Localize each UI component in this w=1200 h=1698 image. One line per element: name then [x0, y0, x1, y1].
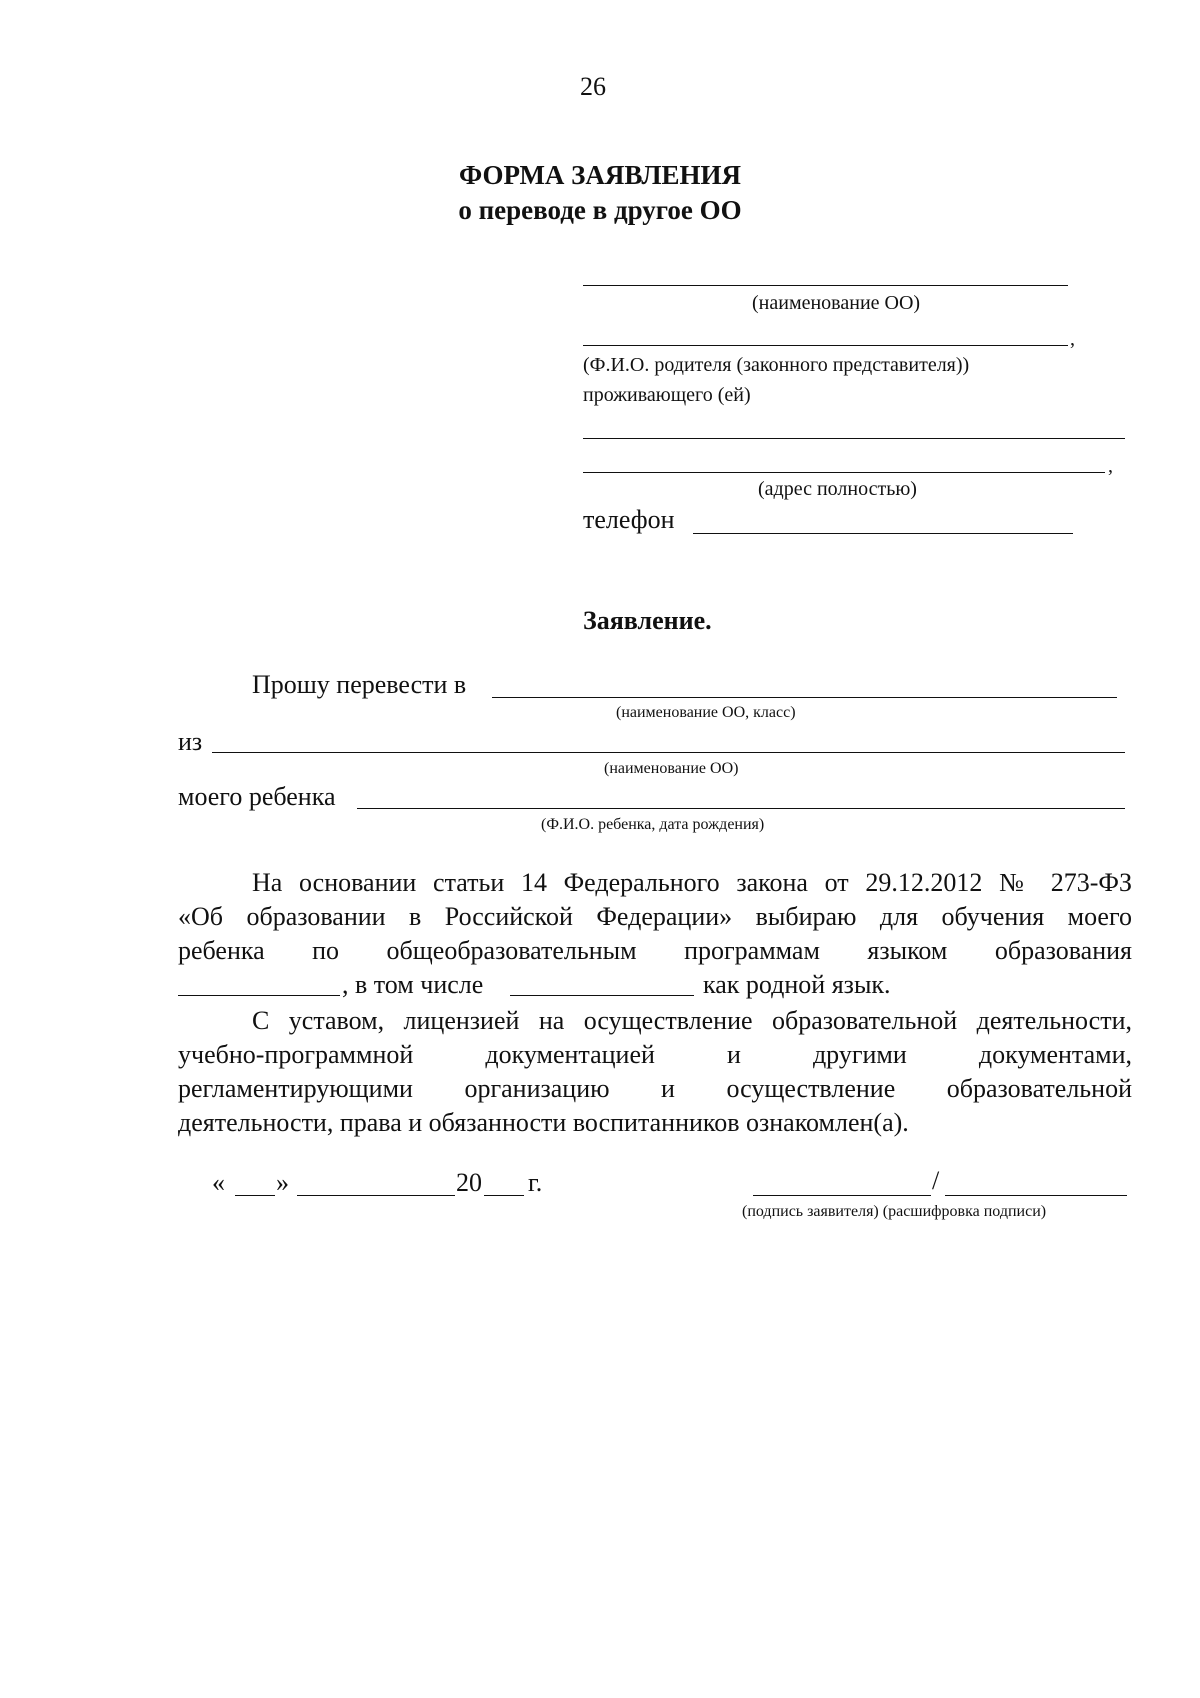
language-blank-1 [178, 995, 340, 996]
transfer-to-line [492, 697, 1117, 698]
signature-caption: (подпись заявителя) (расшифровка подписи) [742, 1203, 1047, 1220]
oo-name-line [583, 285, 1068, 286]
paragraph1-line4-part2: как родной язык. [703, 970, 891, 999]
date-year-prefix: 20 [456, 1168, 482, 1197]
parent-name-caption: (Ф.И.О. родителя (законного представителя)) [583, 354, 970, 376]
paragraph2-line2: учебно-программной документацией и другими документами, [178, 1040, 1132, 1069]
date-day-line [235, 1195, 275, 1196]
from-caption: (наименование ОО) [604, 760, 739, 777]
date-open-quote: « [212, 1168, 225, 1197]
parent-name-line [583, 345, 1068, 346]
statement-heading: Заявление. [583, 606, 712, 635]
date-month-line [297, 1195, 455, 1196]
form-subtitle: о переводе в другое ОО [458, 195, 742, 225]
paragraph2-line3: регламентирующими организацию и осуществление образовательной [178, 1074, 1132, 1103]
date-close-quote: » [276, 1168, 289, 1197]
phone-line [693, 533, 1073, 534]
paragraph2-line1: С уставом, лицензией на осуществление образовательной деятельности, [252, 1006, 1132, 1035]
child-caption: (Ф.И.О. ребенка, дата рождения) [541, 816, 765, 833]
address-comma: , [1108, 455, 1113, 477]
language-blank-2 [510, 995, 694, 996]
date-year-suffix: г. [528, 1168, 543, 1197]
paragraph1-line4-part1: , в том числе [342, 970, 484, 999]
paragraph1-line2: «Об образовании в Российской Федерации» выбираю для обучения моего [178, 902, 1132, 931]
transfer-to-label: Прошу перевести в [252, 670, 467, 699]
signature-slash: / [932, 1166, 940, 1195]
child-line [357, 808, 1125, 809]
transfer-to-caption: (наименование ОО, класс) [616, 704, 796, 721]
child-label: моего ребенка [178, 782, 336, 811]
address-caption: (адрес полностью) [758, 478, 917, 500]
from-label: из [178, 727, 203, 756]
parent-comma: , [1070, 328, 1075, 350]
paragraph1-line1: На основании статьи 14 Федерального закона от 29.12.2012 № 273-ФЗ [252, 868, 1132, 897]
address-line-2 [583, 472, 1105, 473]
page-number: 26 [580, 72, 606, 101]
from-line [212, 752, 1125, 753]
signature-decode-line [945, 1195, 1127, 1196]
residing-label: проживающего (ей) [583, 384, 751, 406]
paragraph2-line4: деятельности, права и обязанности воспитанников ознакомлен(а). [178, 1108, 909, 1137]
form-title: ФОРМА ЗАЯВЛЕНИЯ [458, 160, 742, 190]
date-year-line [484, 1195, 524, 1196]
signature-line [753, 1195, 931, 1196]
paragraph1-line3: ребенка по общеобразовательным программам языком образования [178, 936, 1132, 965]
address-line-1 [583, 438, 1125, 439]
oo-name-caption: (наименование ОО) [752, 292, 921, 314]
phone-label: телефон [583, 505, 675, 534]
